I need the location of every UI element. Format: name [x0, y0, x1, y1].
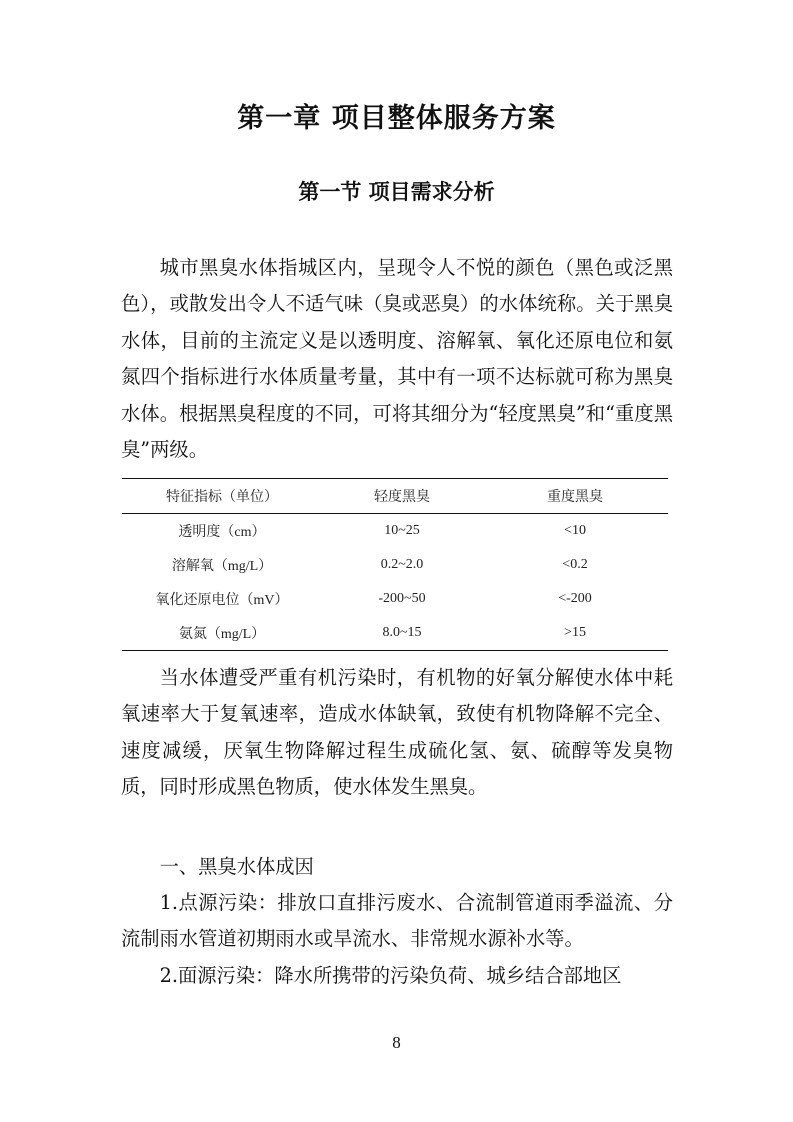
paragraph-point-source: 1.点源污染：排放口直排污废水、合流制管道雨季溢流、分流制雨水管道初期雨水或旱流水、非常规水源补水等。 — [121, 891, 673, 951]
table-cell: <0.2 — [562, 557, 588, 572]
paragraph-mechanism: 当水体遭受严重有机污染时，有机物的好氧分解使水体中耗氧速率大于复氧速率，造成水体缺氧，致使有机物降解不完全、速度减缓，厌氧生物降解过程生成硫化氢、氨、硫醇等发臭物质，同时形成黑色物质，使水体发生黑臭。 — [121, 666, 673, 799]
table-header-heavy: 重度黑臭 — [482, 479, 668, 514]
table-cell: 10~25 — [384, 523, 420, 538]
table-header-row — [122, 479, 668, 514]
table-cell: -200~50 — [378, 591, 426, 606]
table-cell: 氧化还原电位（mV） — [155, 593, 289, 608]
table-row — [122, 582, 668, 616]
table-header-indicator: 特征指标（单位） — [122, 479, 322, 514]
page-number: 8 — [392, 1033, 401, 1052]
table-cell: >15 — [482, 616, 668, 651]
table-row — [122, 514, 668, 549]
subheading-causes: 一、黑臭水体成因 — [159, 855, 314, 878]
table-row — [122, 548, 668, 582]
section-title: 第一节 项目需求分析 — [298, 180, 495, 204]
table-header-light: 轻度黑臭 — [322, 479, 482, 514]
table-cell: 透明度（cm） — [178, 525, 266, 540]
paragraph-definition: 城市黑臭水体指城区内，呈现令人不悦的颜色（黑色或泛黑色），或散发出令人不适气味（臭或恶臭）的水体统称。关于黑臭水体，目前的主流定义是以透明度、溶解氧、氧化还原电位和氨氮四个指标进行水体质量考量，其中有一项不达标就可称为黑臭水体。根据黑臭程度的不同，可将其细分为“轻度黑臭”和“重度黑臭”两级。 — [121, 256, 673, 462]
table-cell: <10 — [564, 523, 586, 538]
black-odor-criteria-table — [122, 478, 668, 651]
table-cell: 0.2~2.0 — [380, 557, 424, 572]
chapter-title: 第一章 项目整体服务方案 — [237, 103, 556, 134]
table-cell: 溶解氧（mg/L） — [171, 559, 273, 574]
table-cell: 氨氮（mg/L） — [122, 616, 322, 651]
table-cell: <-200 — [558, 591, 592, 606]
paragraph-nonpoint-source: 2.面源污染：降水所携带的污染负荷、城乡结合部地区 — [159, 964, 622, 987]
table-cell: 8.0~15 — [322, 616, 482, 651]
table-row — [122, 616, 668, 651]
